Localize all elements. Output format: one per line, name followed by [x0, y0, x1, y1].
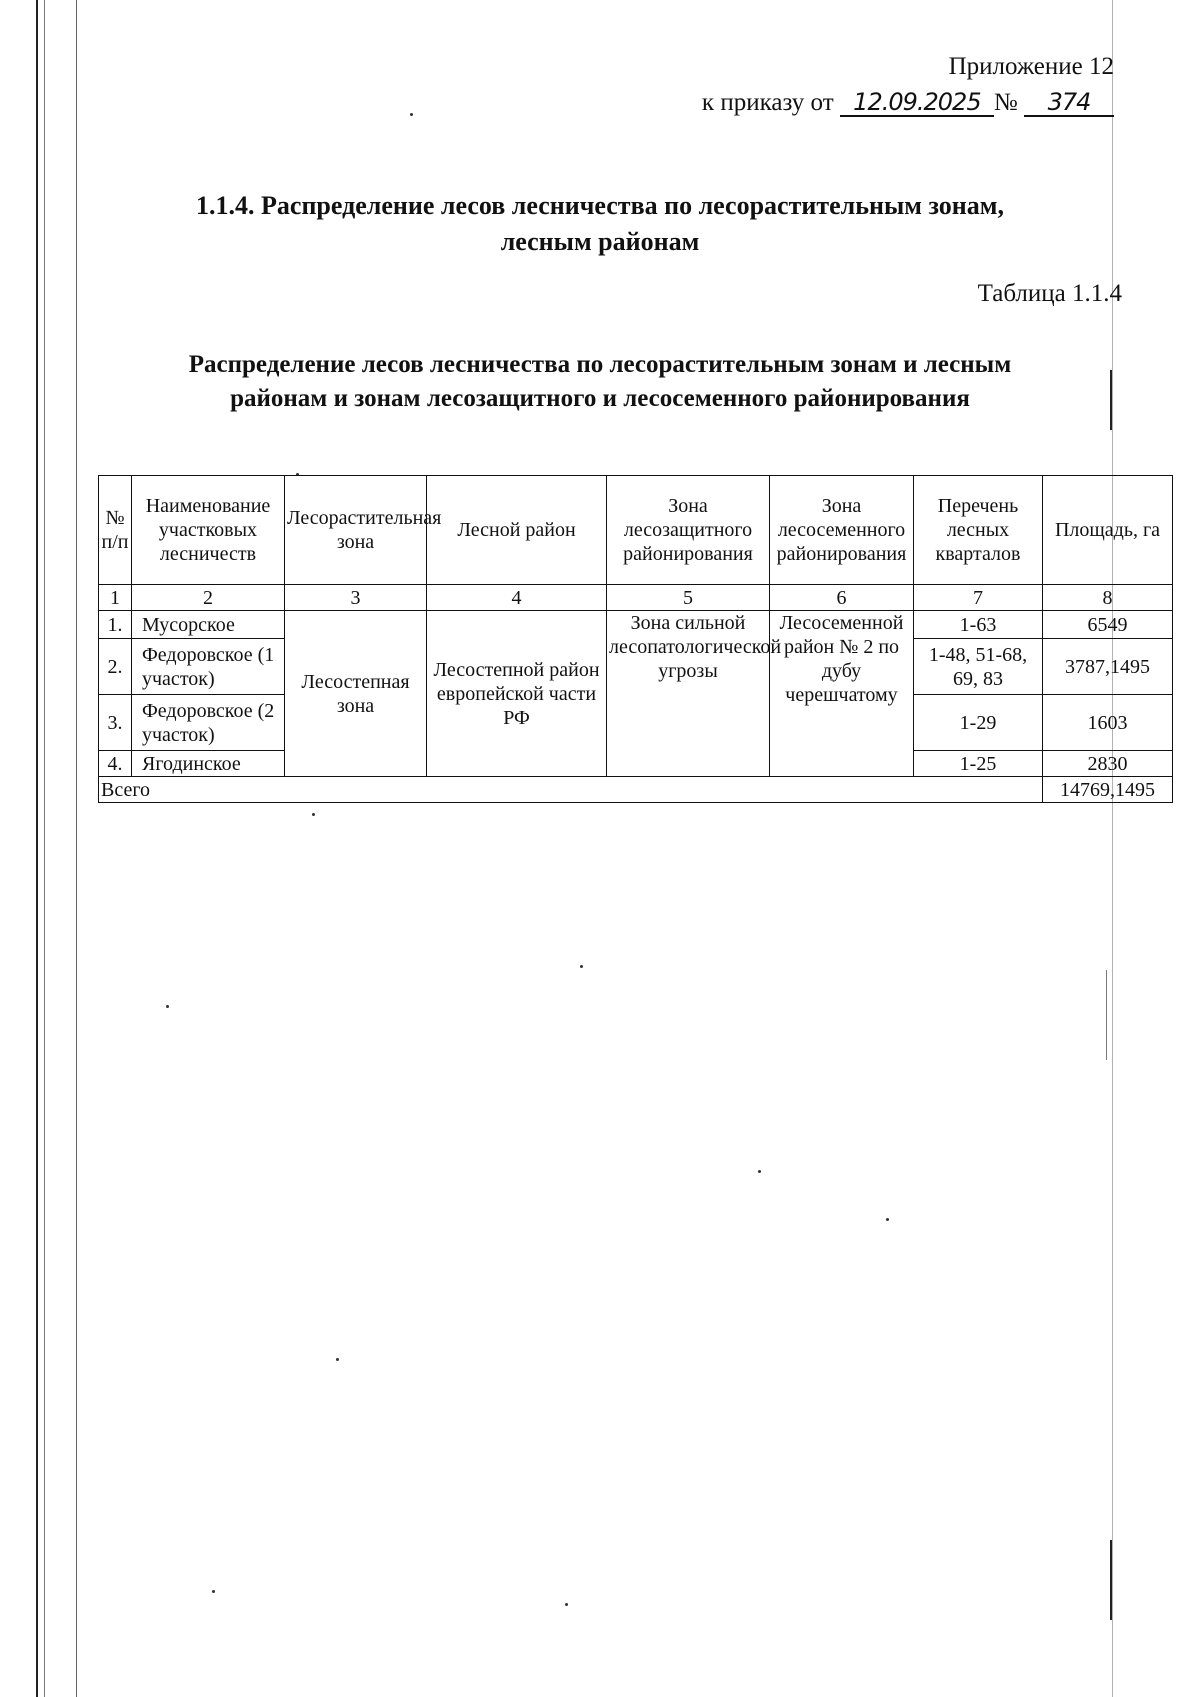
order-number-handwritten: 374 [1024, 89, 1114, 117]
area-value: 2830 [1043, 751, 1173, 777]
forest-distribution-table [98, 475, 1173, 803]
total-row [99, 777, 1173, 803]
scan-edge-line [1110, 1540, 1112, 1620]
scan-edge-line [1106, 970, 1107, 1060]
quarters-list: 1-25 [914, 751, 1043, 777]
quarters-list: 1-29 [914, 695, 1043, 751]
forestry-name: Ягодинское [132, 751, 285, 777]
order-prefix: к приказу от [701, 89, 834, 116]
table-title: Распределение лесов лесничества по лесорастительным зонам и лесным районам и зонам лесозащитного и лесосеменного районирования [188, 351, 1012, 412]
total-area-value: 14769,1495 [1043, 777, 1173, 803]
vegetation-zone-cell: Лесостепная зона [285, 611, 427, 777]
column-header: Лесорастительная зона [285, 476, 427, 585]
order-date-handwritten: 12.09.2025 [840, 89, 994, 117]
scan-edge-line [1112, 0, 1113, 1697]
total-label: Всего [99, 777, 1043, 803]
scan-speck [580, 965, 583, 968]
section-heading: 1.1.4. Распределение лесов лесничества по лесорастительным зонам, лесным районам [196, 191, 1004, 256]
column-header: Наименование участковых лесничеств [132, 476, 285, 585]
scan-edge-line [76, 0, 77, 1697]
scan-speck [758, 1170, 761, 1173]
scan-edge-line [1110, 370, 1112, 430]
column-header: Зона лесозащитного районирования [607, 476, 770, 585]
quarters-list: 1-63 [914, 611, 1043, 639]
annex-title: Приложение 12 [948, 53, 1114, 80]
quarters-list: 1-48, 51-68, 69, 83 [914, 639, 1043, 695]
column-number: 5 [607, 585, 770, 611]
column-number: 4 [427, 585, 607, 611]
scan-edge-line [36, 0, 38, 1697]
column-number: 2 [132, 585, 285, 611]
column-number: 1 [99, 585, 132, 611]
header-row [99, 476, 1173, 585]
row-number: 4. [99, 751, 132, 777]
forestry-name: Федоровское (1 участок) [132, 639, 285, 695]
row-number: 2. [99, 639, 132, 695]
scan-speck [312, 813, 315, 816]
protection-zone-cell: Зона сильной лесопатологической угрозы [607, 611, 770, 777]
forestry-name: Мусорское [132, 611, 285, 639]
column-header: Перечень лесных кварталов [914, 476, 1043, 585]
scan-speck [886, 1218, 889, 1221]
column-number: 8 [1043, 585, 1173, 611]
scan-speck [565, 1603, 568, 1606]
seed-zone-cell: Лесосеменной район № 2 по дубу черешчатому [770, 611, 914, 777]
column-number: 3 [285, 585, 427, 611]
number-sign: № [993, 89, 1018, 116]
order-reference [702, 88, 1114, 118]
column-header: Площадь, га [1043, 476, 1173, 585]
row-number: 3. [99, 695, 132, 751]
column-header: Зона лесосеменного районирования [770, 476, 914, 585]
column-header: Лесной район [427, 476, 607, 585]
scan-speck [166, 1005, 169, 1008]
scan-speck [410, 113, 413, 116]
forest-district-cell: Лесостепной район европейской части РФ [427, 611, 607, 777]
area-value: 3787,1495 [1043, 639, 1173, 695]
scan-speck [212, 1590, 215, 1593]
row-number: 1. [99, 611, 132, 639]
table-row [99, 611, 1173, 639]
area-value: 6549 [1043, 611, 1173, 639]
area-value: 1603 [1043, 695, 1173, 751]
column-number-row [99, 585, 1173, 611]
table-label: Таблица 1.1.4 [977, 280, 1122, 307]
forestry-name: Федоровское (2 участок) [132, 695, 285, 751]
scan-edge-line [44, 0, 45, 1697]
column-number: 6 [770, 585, 914, 611]
scan-speck [336, 1358, 339, 1361]
column-number: 7 [914, 585, 1043, 611]
column-header: № п/п [99, 476, 132, 585]
